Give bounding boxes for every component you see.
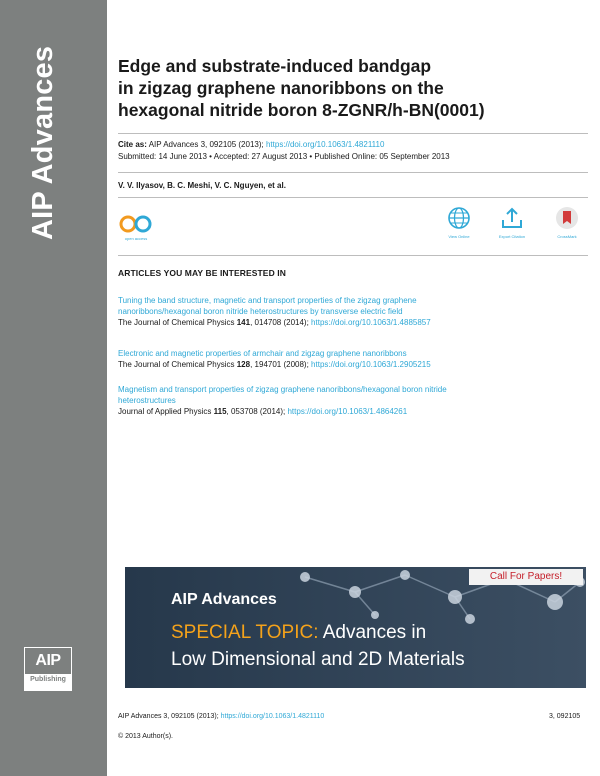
journal-sidebar [0, 0, 107, 776]
related-article-source [118, 406, 588, 417]
crossmark-icon [555, 206, 579, 230]
title-line: in zigzag graphene nanoribbons on the [118, 78, 444, 98]
author-list: V. V. Ilyasov, B. C. Meshi, V. C. Nguyen, et al. [118, 181, 286, 190]
volume: 141 [236, 318, 251, 327]
topic-text: Advances in [318, 622, 427, 643]
pages: , 014708 (2014); [250, 318, 309, 327]
call-for-papers-button[interactable]: Call For Papers! [469, 569, 583, 585]
related-article-title[interactable]: nanoribbons/hexagonal boron nitride heterostructures by transverse electric field [118, 307, 403, 316]
view-online-label: View Online [448, 234, 470, 239]
journal-name: The Journal of Chemical Physics [118, 360, 235, 369]
footer-page-ref: 3, 092105 [549, 713, 581, 720]
journal-name-vertical [27, 44, 71, 244]
banner-topic-line [171, 622, 426, 644]
related-article [118, 295, 588, 328]
footer-cite-ref: AIP Advances 3, 092105 (2013); [118, 713, 219, 720]
footer-doi-link[interactable]: https://doi.org/10.1063/1.4821110 [220, 713, 325, 720]
related-article-title[interactable]: Tuning the band structure, magnetic and transport properties of the zigzag graphene [118, 296, 417, 305]
related-doi-link[interactable]: https://doi.org/10.1063/1.4885857 [311, 318, 431, 327]
open-access-label: open access [124, 236, 148, 241]
divider [118, 197, 588, 198]
export-icon [500, 206, 524, 230]
related-articles-heading: ARTICLES YOU MAY BE INTERESTED IN [118, 268, 286, 278]
related-article-source [118, 359, 588, 370]
related-article [118, 348, 588, 370]
article-title [118, 55, 578, 121]
logo-bottom-text: Publishing [30, 676, 66, 683]
export-citation-button[interactable] [494, 206, 530, 239]
related-article [118, 384, 588, 417]
divider [118, 255, 588, 256]
publication-dates: Submitted: 14 June 2013 • Accepted: 27 August 2013 • Published Online: 05 September 2013 [118, 152, 450, 161]
divider [118, 133, 588, 134]
view-online-button[interactable] [441, 206, 477, 239]
special-topic-banner[interactable] [125, 567, 586, 688]
journal-name: The Journal of Chemical Physics [118, 318, 235, 327]
title-line: Edge and substrate-induced bandgap [118, 56, 432, 76]
related-doi-link[interactable]: https://doi.org/10.1063/1.2905215 [311, 360, 431, 369]
special-topic-label: SPECIAL TOPIC: [171, 622, 319, 643]
crossmark-button[interactable] [549, 206, 585, 239]
cite-label: Cite as: [118, 140, 147, 149]
logo-top-text: AIP [35, 652, 61, 669]
volume: 128 [236, 360, 251, 369]
pages: , 053708 (2014); [226, 407, 286, 416]
aip-publishing-logo[interactable] [24, 647, 72, 691]
citation-line [118, 139, 384, 150]
volume: 115 [213, 407, 227, 416]
divider [118, 172, 588, 173]
related-article-source [118, 317, 588, 328]
globe-icon [447, 206, 471, 230]
related-doi-link[interactable]: https://doi.org/10.1063/1.4864261 [287, 407, 408, 416]
export-citation-label: Export Citation [498, 234, 526, 239]
journal-name: AIP Advances [27, 45, 59, 240]
copyright: © 2013 Author(s). [118, 733, 173, 740]
pages: , 194701 (2008); [250, 360, 309, 369]
title-line: hexagonal nitride boron 8-ZGNR/h-BN(0001) [118, 100, 485, 120]
topic-text: Low Dimensional and 2D Materials [171, 649, 465, 670]
journal-name: Journal of Applied Physics [118, 407, 212, 416]
related-article-title[interactable]: Magnetism and transport properties of zigzag graphene nanoribbons/hexagonal boron nitride [118, 385, 447, 394]
banner-journal-name: AIP Advances [171, 591, 277, 608]
related-article-title[interactable]: heterostructures [118, 396, 176, 405]
footer-citation [118, 712, 324, 721]
crossmark-label: CrossMark [557, 234, 577, 239]
doi-link[interactable]: https://doi.org/10.1063/1.4821110 [265, 140, 385, 149]
cite-ref: AIP Advances 3, 092105 (2013); [148, 140, 264, 149]
related-article-title[interactable]: Electronic and magnetic properties of armchair and zigzag graphene nanoribbons [118, 349, 407, 358]
